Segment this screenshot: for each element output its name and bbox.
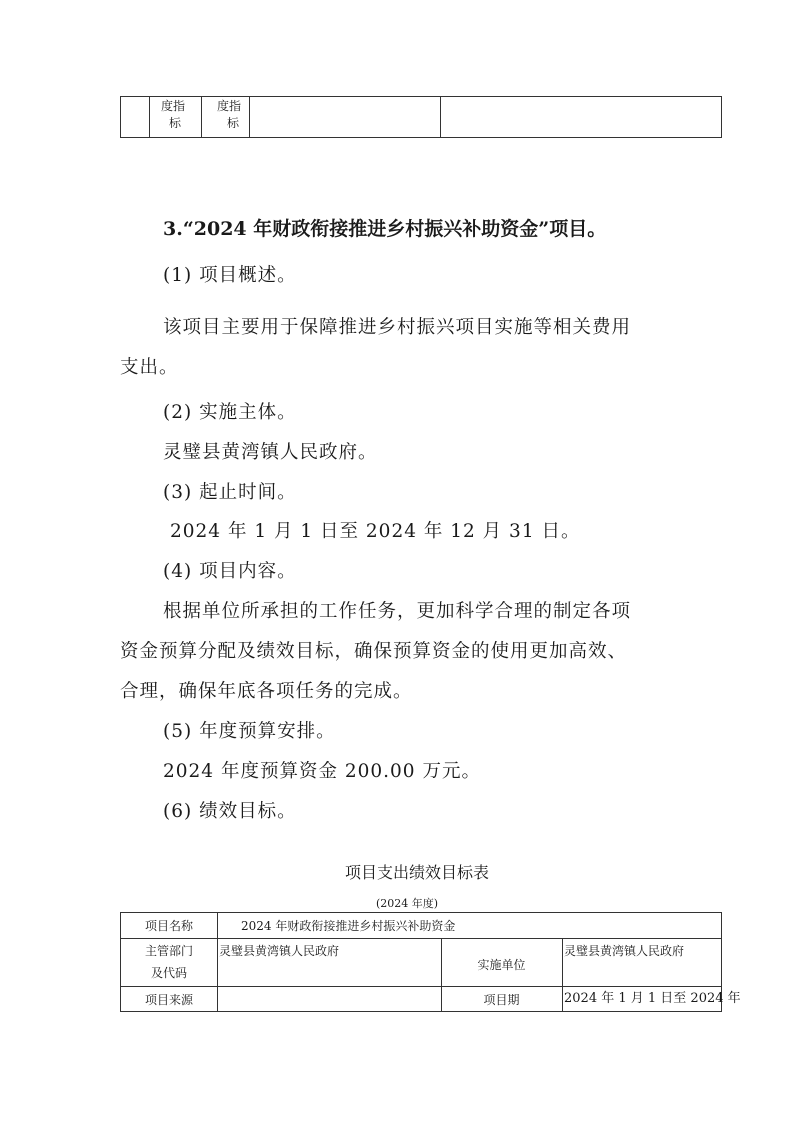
cell-text-line: 度指 bbox=[217, 99, 242, 113]
content-label: (4) 项目内容。 bbox=[163, 561, 297, 582]
dept-label bbox=[121, 942, 217, 982]
dept-label-line: 主管部门 bbox=[144, 944, 193, 958]
col-divider bbox=[562, 938, 563, 1011]
period-label: (3) 起止时间。 bbox=[163, 482, 297, 503]
table-divider bbox=[201, 96, 202, 137]
table-title: 项目支出绩效目标表 bbox=[344, 863, 489, 882]
overview-text: 支出。 bbox=[120, 357, 179, 378]
dept-value: 灵璧县黄湾镇人民政府 bbox=[219, 944, 340, 958]
table-divider bbox=[440, 96, 441, 137]
cell-text-line: 标 bbox=[169, 116, 182, 130]
table-top-border bbox=[121, 96, 721, 97]
dept-label-line: 及代码 bbox=[150, 966, 187, 980]
overview-text: 该项目主要用于保障推进乡村振兴项目实施等相关费用 bbox=[163, 317, 632, 338]
content-text: 合理，确保年底各项任务的完成。 bbox=[120, 681, 413, 702]
cell-text-line: 度指 bbox=[161, 99, 186, 113]
period-text: 2024 年 1 月 1 日至 2024 年 12 月 31 日。 bbox=[170, 521, 581, 542]
project-name-value: 2024 年财政衔接推进乡村振兴补助资金 bbox=[241, 919, 456, 933]
goal-label: (6) 绩效目标。 bbox=[163, 801, 297, 822]
table-year: (2024 年度) bbox=[375, 897, 439, 910]
impl-value: 灵璧县黄湾镇人民政府 bbox=[564, 944, 685, 958]
continued-table bbox=[120, 96, 722, 138]
table-cell-indicator-1 bbox=[161, 98, 185, 132]
period-value-cell: 2024 年 1 月 1 日至 2024 年 bbox=[564, 991, 741, 1006]
section-title: 3.“2024 年财政衔接推进乡村振兴补助资金”项目。 bbox=[163, 218, 607, 240]
period-label-cell: 项目期 bbox=[483, 993, 520, 1007]
row-divider bbox=[121, 938, 721, 939]
project-name-label: 项目名称 bbox=[144, 919, 193, 933]
entity-label: (2) 实施主体。 bbox=[163, 402, 297, 423]
overview-label: (1) 项目概述。 bbox=[163, 265, 297, 286]
content-text: 根据单位所承担的工作任务，更加科学合理的制定各项 bbox=[163, 601, 632, 622]
table-divider bbox=[249, 96, 250, 137]
col-divider bbox=[217, 913, 218, 1011]
entity-text: 灵璧县黄湾镇人民政府。 bbox=[163, 442, 378, 463]
table-cell-indicator-2 bbox=[217, 98, 241, 132]
source-label: 项目来源 bbox=[144, 993, 193, 1007]
budget-label: (5) 年度预算安排。 bbox=[163, 721, 336, 742]
cell-text-line: 标 bbox=[227, 116, 240, 130]
content-text: 资金预算分配及绩效目标，确保预算资金的使用更加高效、 bbox=[120, 641, 628, 662]
table-divider bbox=[149, 96, 150, 137]
budget-text: 2024 年度预算资金 200.00 万元。 bbox=[163, 761, 481, 782]
performance-table bbox=[120, 912, 741, 1012]
row-divider bbox=[121, 986, 721, 987]
impl-label: 实施单位 bbox=[477, 958, 526, 972]
